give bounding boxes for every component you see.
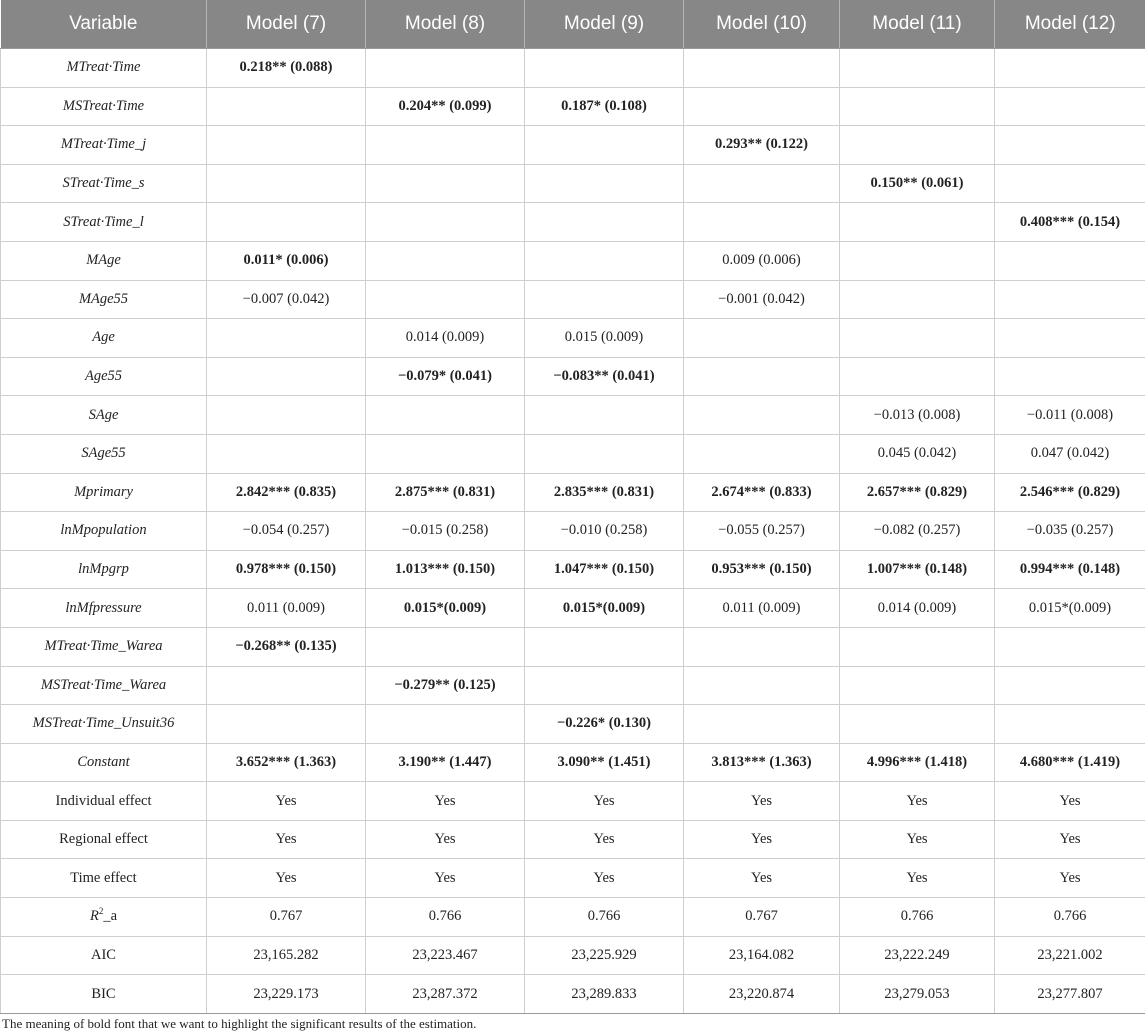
table-cell: 0.011 (0.009) [207, 589, 366, 628]
table-cell [684, 396, 840, 435]
table-cell: 0.011 (0.009) [684, 589, 840, 628]
table-cell: −0.083** (0.041) [525, 357, 684, 396]
table-cell [207, 203, 366, 242]
row-variable-label: SAge55 [1, 434, 207, 473]
table-cell: −0.055 (0.257) [684, 512, 840, 551]
table-cell [840, 319, 995, 358]
table-cell: 0.015*(0.009) [366, 589, 525, 628]
r2-label: $R^2\_a$ [89, 906, 118, 925]
table-cell [995, 357, 1145, 396]
row-variable-label: Time effect [1, 859, 207, 898]
table-cell [840, 627, 995, 666]
table-cell [840, 126, 995, 165]
table-cell: 2.875*** (0.831) [366, 473, 525, 512]
table-cell [366, 627, 525, 666]
header-model-10: Model (10) [684, 0, 840, 49]
table-cell [366, 396, 525, 435]
table-cell [840, 241, 995, 280]
table-cell [366, 705, 525, 744]
table-cell: 23,289.833 [525, 975, 684, 1014]
table-cell [995, 49, 1145, 88]
table-cell: −0.082 (0.257) [840, 512, 995, 551]
table-row [1, 627, 1145, 666]
table-cell: 3.652*** (1.363) [207, 743, 366, 782]
table-cell [684, 87, 840, 126]
table-cell: Yes [840, 859, 995, 898]
table-cell: 0.015*(0.009) [995, 589, 1145, 628]
table-cell [995, 280, 1145, 319]
table-cell: 23,164.082 [684, 936, 840, 975]
table-cell [207, 319, 366, 358]
table-row [1, 898, 1145, 937]
table-cell [525, 203, 684, 242]
row-variable-label: AIC [1, 936, 207, 975]
table-cell: Yes [525, 820, 684, 859]
table-cell: 0.767 [207, 898, 366, 937]
table-cell: Yes [207, 820, 366, 859]
row-variable-label: Mprimary [1, 473, 207, 512]
table-row [1, 241, 1145, 280]
row-variable-label: lnMfpressure [1, 589, 207, 628]
table-cell: 4.680*** (1.419) [995, 743, 1145, 782]
table-cell [840, 49, 995, 88]
table-cell [366, 49, 525, 88]
table-cell: 0.187* (0.108) [525, 87, 684, 126]
table-cell: Yes [207, 782, 366, 821]
table-cell: Yes [684, 782, 840, 821]
table-cell: 1.013*** (0.150) [366, 550, 525, 589]
row-variable-label: SAge [1, 396, 207, 435]
table-cell: Yes [995, 859, 1145, 898]
table-cell [995, 627, 1145, 666]
header-model-11: Model (11) [840, 0, 995, 49]
table-cell [995, 241, 1145, 280]
table-cell [684, 434, 840, 473]
row-variable-label: Constant [1, 743, 207, 782]
table-cell: 23,222.249 [840, 936, 995, 975]
table-cell: 23,165.282 [207, 936, 366, 975]
table-row [1, 203, 1145, 242]
table-cell [525, 280, 684, 319]
row-variable-label: MAge55 [1, 280, 207, 319]
table-cell [207, 87, 366, 126]
table-cell: −0.054 (0.257) [207, 512, 366, 551]
table-cell: −0.013 (0.008) [840, 396, 995, 435]
table-header [1, 0, 1145, 49]
table-cell [525, 241, 684, 280]
table-cell: Yes [207, 859, 366, 898]
table-cell [995, 666, 1145, 705]
header-model-8: Model (8) [366, 0, 525, 49]
table-cell [366, 164, 525, 203]
table-cell: Yes [525, 859, 684, 898]
row-variable-label: Age55 [1, 357, 207, 396]
table-cell [995, 705, 1145, 744]
table-cell [207, 357, 366, 396]
row-variable-label: MTreat·Time [1, 49, 207, 88]
table-cell: −0.001 (0.042) [684, 280, 840, 319]
table-cell [207, 705, 366, 744]
table-cell: 23,220.874 [684, 975, 840, 1014]
table-cell: 3.813*** (1.363) [684, 743, 840, 782]
row-variable-label: MTreat·Time_j [1, 126, 207, 165]
table-cell: 1.047*** (0.150) [525, 550, 684, 589]
header-variable: Variable [1, 0, 207, 49]
table-cell [995, 319, 1145, 358]
table-row [1, 705, 1145, 744]
table-cell: Yes [995, 820, 1145, 859]
row-variable-label: BIC [1, 975, 207, 1014]
table-cell: 0.014 (0.009) [840, 589, 995, 628]
table-cell [525, 396, 684, 435]
table-cell: −0.268** (0.135) [207, 627, 366, 666]
table-cell: 23,223.467 [366, 936, 525, 975]
table-cell [995, 164, 1145, 203]
table-row [1, 782, 1145, 821]
table-cell: 0.766 [366, 898, 525, 937]
table-cell: 0.015 (0.009) [525, 319, 684, 358]
table-cell [207, 666, 366, 705]
row-variable-label: MAge [1, 241, 207, 280]
table-cell [207, 164, 366, 203]
table-row [1, 975, 1145, 1014]
table-cell: −0.015 (0.258) [366, 512, 525, 551]
table-cell [366, 203, 525, 242]
table-row [1, 589, 1145, 628]
table-cell: 23,279.053 [840, 975, 995, 1014]
table-row [1, 512, 1145, 551]
table-cell [840, 666, 995, 705]
table-cell: 23,221.002 [995, 936, 1145, 975]
table-cell [525, 164, 684, 203]
table-cell: Yes [366, 820, 525, 859]
table-cell [525, 49, 684, 88]
row-variable-label: lnMpopulation [1, 512, 207, 551]
table-cell: −0.079* (0.041) [366, 357, 525, 396]
table-cell: Yes [684, 859, 840, 898]
table-footnote: The meaning of bold font that we want to highlight the significant results of the estimation. [2, 1016, 477, 1031]
header-model-9: Model (9) [525, 0, 684, 49]
table-cell: 23,225.929 [525, 936, 684, 975]
table-cell [684, 666, 840, 705]
table-cell: 0.994*** (0.148) [995, 550, 1145, 589]
row-variable-label: MSTreat·Time_Warea [1, 666, 207, 705]
table-cell: 0.150** (0.061) [840, 164, 995, 203]
table-cell: 2.657*** (0.829) [840, 473, 995, 512]
table-cell [366, 434, 525, 473]
table-row [1, 87, 1145, 126]
table-cell [207, 396, 366, 435]
row-variable-label: STreat·Time_l [1, 203, 207, 242]
table-cell: 0.293** (0.122) [684, 126, 840, 165]
table-cell: 23,287.372 [366, 975, 525, 1014]
table-cell [207, 434, 366, 473]
row-variable-label: Regional effect [1, 820, 207, 859]
table-cell [684, 705, 840, 744]
table-cell: 23,229.173 [207, 975, 366, 1014]
table-cell: 0.766 [525, 898, 684, 937]
header-model-12: Model (12) [995, 0, 1145, 49]
table-cell [840, 357, 995, 396]
table-cell [684, 627, 840, 666]
table-cell: 4.996*** (1.418) [840, 743, 995, 782]
table-row [1, 49, 1145, 88]
table-cell: 3.190** (1.447) [366, 743, 525, 782]
table-cell [525, 627, 684, 666]
table-row [1, 434, 1145, 473]
table-body [1, 49, 1145, 1014]
table-cell [840, 705, 995, 744]
header-model-7: Model (7) [207, 0, 366, 49]
table-cell [840, 87, 995, 126]
table-cell: 0.766 [995, 898, 1145, 937]
table-cell: −0.226* (0.130) [525, 705, 684, 744]
table-row [1, 280, 1145, 319]
table-row [1, 820, 1145, 859]
table-row [1, 473, 1145, 512]
table-cell [525, 666, 684, 705]
table-cell: 2.835*** (0.831) [525, 473, 684, 512]
table-cell: 2.674*** (0.833) [684, 473, 840, 512]
table-row [1, 743, 1145, 782]
table-cell: 0.011* (0.006) [207, 241, 366, 280]
table-cell [684, 203, 840, 242]
table-cell [840, 203, 995, 242]
table-row [1, 126, 1145, 165]
table-cell: Yes [995, 782, 1145, 821]
table-cell: 0.953*** (0.150) [684, 550, 840, 589]
table-cell: 0.047 (0.042) [995, 434, 1145, 473]
row-variable-label: Individual effect [1, 782, 207, 821]
table-cell: −0.010 (0.258) [525, 512, 684, 551]
table-row [1, 936, 1145, 975]
table-row [1, 357, 1145, 396]
table-cell: Yes [840, 820, 995, 859]
table-cell: −0.011 (0.008) [995, 396, 1145, 435]
row-variable-label [1, 898, 207, 937]
table-cell [366, 126, 525, 165]
table-cell [684, 164, 840, 203]
row-variable-label: MTreat·Time_Warea [1, 627, 207, 666]
row-variable-label: MSTreat·Time [1, 87, 207, 126]
table-cell [525, 434, 684, 473]
table-cell: 2.842*** (0.835) [207, 473, 366, 512]
table-cell: Yes [840, 782, 995, 821]
table-cell: 0.408*** (0.154) [995, 203, 1145, 242]
table-cell [995, 126, 1145, 165]
table-row [1, 396, 1145, 435]
table-cell: −0.035 (0.257) [995, 512, 1145, 551]
table-row [1, 164, 1145, 203]
header-row [1, 0, 1145, 49]
table-cell [684, 319, 840, 358]
table-row [1, 859, 1145, 898]
table-cell [366, 241, 525, 280]
table-cell [366, 280, 525, 319]
table-cell [525, 126, 684, 165]
table-cell: 0.978*** (0.150) [207, 550, 366, 589]
table-cell: Yes [366, 859, 525, 898]
table-cell [995, 87, 1145, 126]
table-cell: 0.009 (0.006) [684, 241, 840, 280]
row-variable-label: MSTreat·Time_Unsuit36 [1, 705, 207, 744]
table-row [1, 666, 1145, 705]
row-variable-label: Age [1, 319, 207, 358]
table-cell: 23,277.807 [995, 975, 1145, 1014]
row-variable-label: lnMpgrp [1, 550, 207, 589]
table-cell [207, 126, 366, 165]
table-cell: 3.090** (1.451) [525, 743, 684, 782]
table-row [1, 319, 1145, 358]
table-cell: 0.014 (0.009) [366, 319, 525, 358]
table-cell: Yes [366, 782, 525, 821]
table-cell: 0.766 [840, 898, 995, 937]
table-cell [684, 49, 840, 88]
row-variable-label: STreat·Time_s [1, 164, 207, 203]
table-cell: −0.007 (0.042) [207, 280, 366, 319]
table-cell: 0.767 [684, 898, 840, 937]
table-cell: 0.204** (0.099) [366, 87, 525, 126]
table-cell: 2.546*** (0.829) [995, 473, 1145, 512]
table-row [1, 550, 1145, 589]
table-cell: 0.015*(0.009) [525, 589, 684, 628]
table-cell: 0.045 (0.042) [840, 434, 995, 473]
table-cell [840, 280, 995, 319]
table-cell: Yes [525, 782, 684, 821]
table-cell [684, 357, 840, 396]
table-cell: −0.279** (0.125) [366, 666, 525, 705]
table-cell: Yes [684, 820, 840, 859]
table-cell: 1.007*** (0.148) [840, 550, 995, 589]
table-cell: 0.218** (0.088) [207, 49, 366, 88]
